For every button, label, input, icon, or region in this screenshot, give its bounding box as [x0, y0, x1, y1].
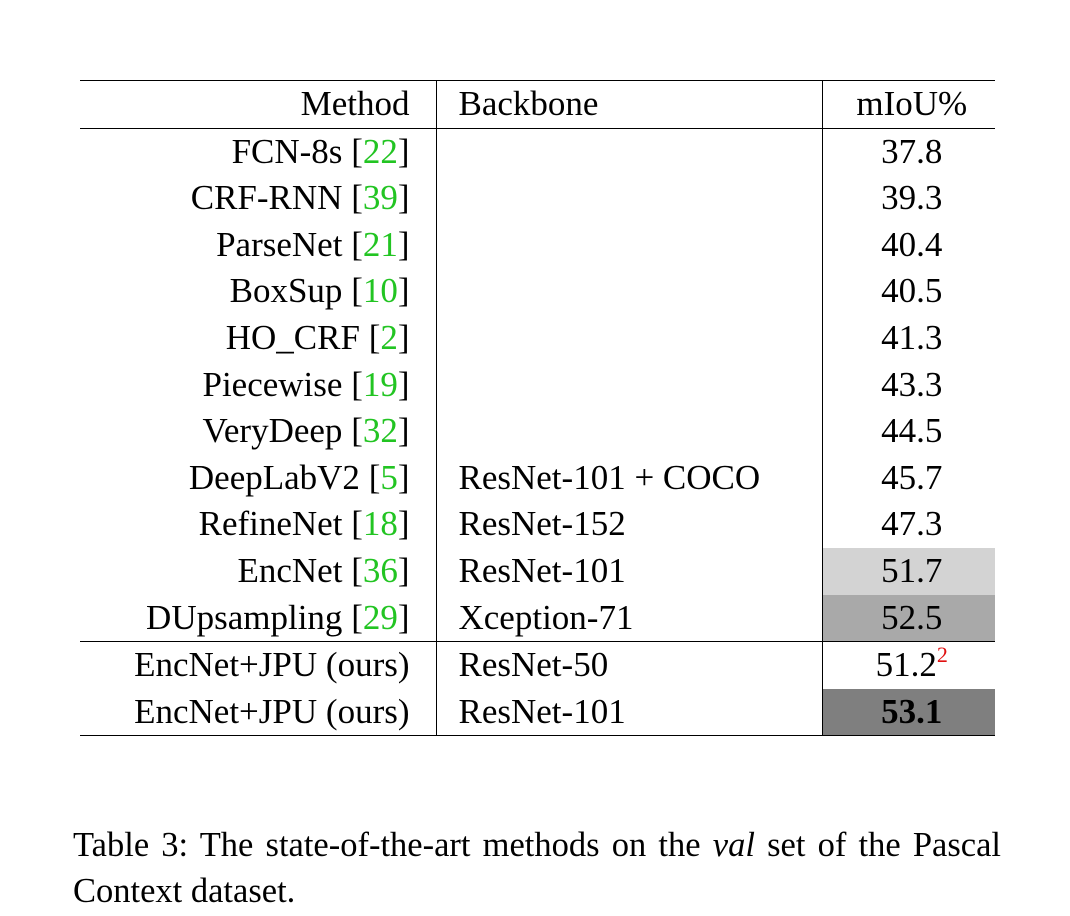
table-row [80, 501, 995, 548]
miou-value: 52.5 [881, 597, 943, 637]
method-name: RefineNet [198, 504, 343, 544]
footnote-marker[interactable]: 2 [936, 642, 948, 668]
miou-cell [822, 175, 995, 222]
citation-link[interactable]: 22 [362, 131, 398, 171]
method-name: DUpsampling [146, 597, 343, 637]
miou-value: 44.5 [881, 411, 943, 451]
method-name: EncNet [237, 550, 343, 590]
backbone-cell: ResNet-101 [436, 548, 822, 595]
method-name: EncNet+JPU (ours) [134, 691, 410, 731]
miou-value: 51.2 [875, 645, 937, 685]
citation-link[interactable]: 21 [362, 224, 398, 264]
citation-link[interactable]: 2 [380, 317, 398, 357]
miou-value: 41.3 [881, 317, 943, 357]
caption-label: Table 3: [73, 826, 189, 864]
backbone-cell [436, 175, 822, 222]
citation-link[interactable]: 19 [362, 364, 398, 404]
miou-cell [822, 642, 995, 689]
citation-link[interactable]: 10 [362, 271, 398, 311]
table-row [80, 362, 995, 409]
caption-emphasis: val [712, 826, 755, 864]
backbone-cell [436, 315, 822, 362]
method-cell: RefineNet [18] [80, 501, 436, 548]
method-cell: CRF-RNN [39] [80, 175, 436, 222]
table-row [80, 455, 995, 502]
method-name: VeryDeep [202, 411, 343, 451]
miou-cell [822, 689, 995, 736]
header-method: Method [80, 81, 436, 129]
miou-cell [822, 408, 995, 455]
backbone-cell [436, 408, 822, 455]
header-backbone: Backbone [436, 81, 822, 129]
method-name: DeepLabV2 [188, 457, 360, 497]
backbone-cell: ResNet-101 + COCO [436, 455, 822, 502]
miou-value: 40.5 [881, 271, 943, 311]
method-cell: Piecewise [19] [80, 362, 436, 409]
backbone-cell [436, 268, 822, 315]
backbone-cell [436, 222, 822, 269]
method-name: FCN-8s [231, 131, 343, 171]
method-name: CRF-RNN [190, 178, 343, 218]
miou-value: 51.7 [881, 550, 943, 590]
method-cell [80, 642, 436, 689]
method-cell: ParseNet [21] [80, 222, 436, 269]
table-caption [73, 822, 1001, 914]
table-header-row [80, 81, 995, 129]
citation-link[interactable]: 5 [380, 457, 398, 497]
results-table [80, 80, 995, 736]
miou-value: 45.7 [881, 457, 943, 497]
miou-value: 37.8 [881, 131, 943, 171]
caption-text-before: The state-of-the-art methods on the [199, 826, 701, 864]
table-row [80, 315, 995, 362]
citation-link[interactable]: 32 [362, 411, 398, 451]
backbone-cell [436, 128, 822, 175]
citation-link[interactable]: 36 [362, 550, 398, 590]
method-cell: VeryDeep [32] [80, 408, 436, 455]
miou-cell [822, 501, 995, 548]
results-table-container [80, 80, 995, 736]
table-row [80, 548, 995, 595]
table-row [80, 128, 995, 175]
method-cell [80, 689, 436, 736]
miou-cell [822, 548, 995, 595]
method-name: EncNet+JPU (ours) [134, 645, 410, 685]
miou-value: 43.3 [881, 364, 943, 404]
citation-link[interactable]: 18 [362, 504, 398, 544]
miou-value: 39.3 [881, 178, 943, 218]
miou-cell [822, 128, 995, 175]
method-cell: EncNet [36] [80, 548, 436, 595]
miou-value: 53.1 [881, 691, 943, 731]
method-cell: DeepLabV2 [5] [80, 455, 436, 502]
method-cell: BoxSup [10] [80, 268, 436, 315]
miou-value: 47.3 [881, 504, 943, 544]
method-name: Piecewise [202, 364, 343, 404]
miou-cell [822, 268, 995, 315]
method-name: BoxSup [229, 271, 343, 311]
method-name: ParseNet [216, 224, 343, 264]
caption-text-after: set of the Pascal Context dataset. [73, 826, 1001, 910]
miou-cell [822, 222, 995, 269]
backbone-cell: ResNet-101 [436, 689, 822, 736]
miou-cell [822, 315, 995, 362]
table-row [80, 689, 995, 736]
backbone-cell: ResNet-152 [436, 501, 822, 548]
table-row [80, 408, 995, 455]
backbone-cell: Xception-71 [436, 595, 822, 642]
method-cell: HO_CRF [2] [80, 315, 436, 362]
method-cell: FCN-8s [22] [80, 128, 436, 175]
table-row [80, 222, 995, 269]
method-cell: DUpsampling [29] [80, 595, 436, 642]
backbone-cell: ResNet-50 [436, 642, 822, 689]
header-miou: mIoU% [822, 81, 995, 129]
miou-cell [822, 455, 995, 502]
table-body [80, 128, 995, 736]
table-row [80, 642, 995, 689]
citation-link[interactable]: 29 [362, 597, 398, 637]
miou-value: 40.4 [881, 224, 943, 264]
citation-link[interactable]: 39 [362, 178, 398, 218]
method-name: HO_CRF [225, 317, 360, 357]
table-row [80, 175, 995, 222]
table-row [80, 268, 995, 315]
miou-cell [822, 362, 995, 409]
miou-cell [822, 595, 995, 642]
backbone-cell [436, 362, 822, 409]
table-row [80, 595, 995, 642]
